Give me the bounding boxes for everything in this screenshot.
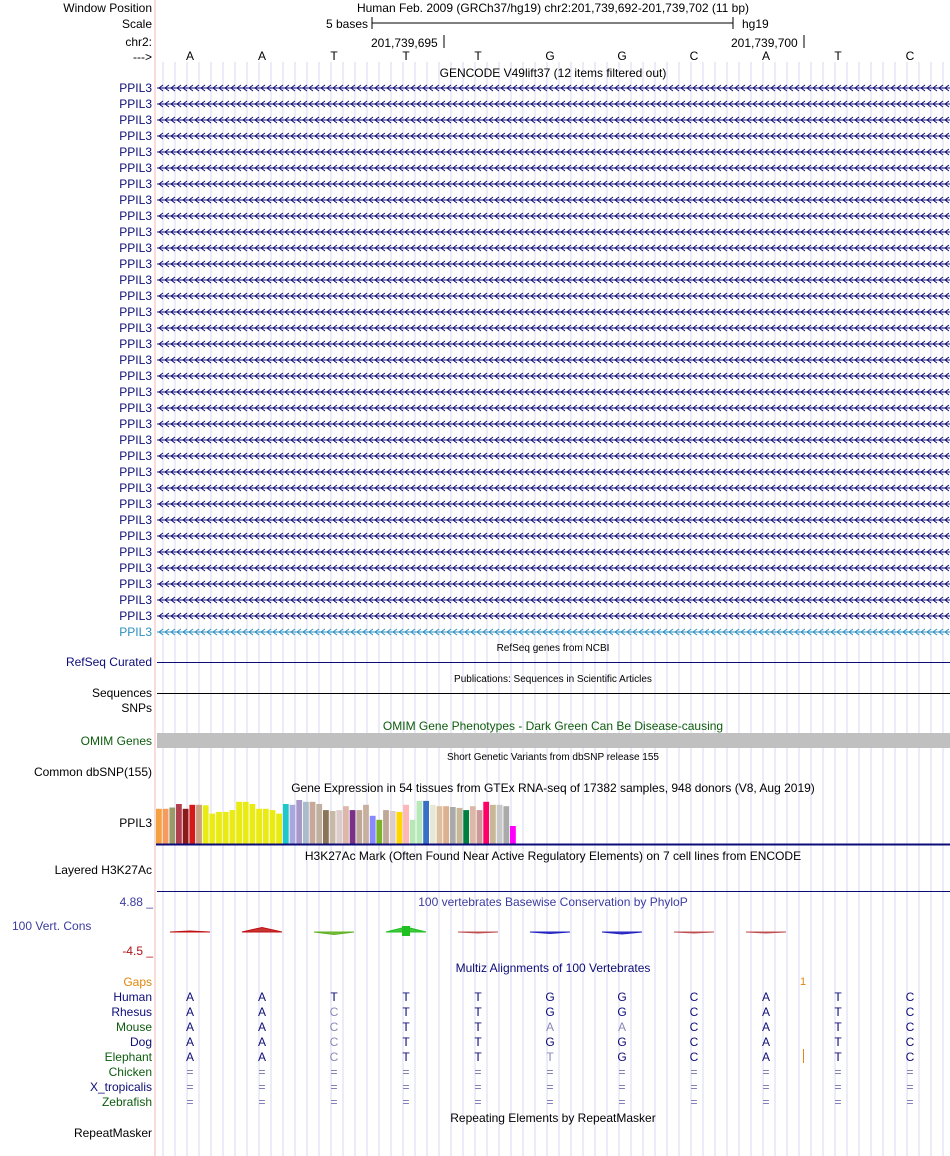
alignment-base: T [834, 1020, 842, 1034]
phylop-score-mark [458, 932, 498, 933]
reference-base: C [905, 49, 915, 63]
window-position-label: Window Position [63, 1, 152, 15]
gencode-transcript-label[interactable]: PPIL3 [119, 113, 152, 127]
position-title: Human Feb. 2009 (GRCh37/hg19) chr2:201,739,692-201,739,702 (11 bp) [356, 1, 750, 15]
alignment-base: = [618, 1095, 626, 1109]
alignment-base: T [402, 1005, 410, 1019]
gencode-transcript-label[interactable]: PPIL3 [119, 289, 152, 303]
alignment-base: T [474, 990, 482, 1004]
species-label-rhesus[interactable]: Rhesus [111, 1005, 152, 1019]
gtex-gene-label[interactable]: PPIL3 [119, 816, 152, 830]
gencode-transcript-label[interactable]: PPIL3 [119, 177, 152, 191]
alignment-base: = [186, 1095, 194, 1109]
alignment-base: C [905, 1005, 915, 1019]
alignment-base: G [617, 990, 627, 1004]
alignment-base: = [402, 1095, 410, 1109]
alignment-base: G [617, 1005, 627, 1019]
reference-base: T [474, 49, 482, 63]
alignment-base: = [546, 1065, 554, 1079]
chrom-label: chr2: [125, 35, 152, 49]
gencode-transcript-label[interactable]: PPIL3 [119, 81, 152, 95]
alignment-base: = [546, 1080, 554, 1094]
alignment-base: C [329, 1005, 339, 1019]
alignment-base: = [474, 1095, 482, 1109]
alignment-base: T [834, 1050, 842, 1064]
alignment-base: = [330, 1080, 338, 1094]
alignment-base: A [185, 1035, 194, 1049]
reference-base: A [257, 49, 266, 63]
gencode-transcript-label[interactable]: PPIL3 [119, 353, 152, 367]
phylop-score-mark [530, 932, 570, 934]
alignment-base: C [689, 1050, 699, 1064]
alignment-base: T [402, 1035, 410, 1049]
snps-label[interactable]: SNPs [121, 701, 152, 715]
alignment-base: = [186, 1065, 194, 1079]
gencode-transcript-label[interactable]: PPIL3 [119, 545, 152, 559]
gencode-transcript-label[interactable]: PPIL3 [119, 593, 152, 607]
gencode-transcript-label[interactable]: PPIL3 [119, 369, 152, 383]
alignment-base: A [257, 1005, 266, 1019]
alignment-base: = [834, 1080, 842, 1094]
phylop-score-mark [402, 926, 410, 936]
gencode-transcript-label[interactable]: PPIL3 [119, 321, 152, 335]
reference-base: T [402, 49, 410, 63]
dbsnp-track-label[interactable]: Common dbSNP(155) [33, 765, 152, 779]
strand-label: ---> [133, 50, 152, 64]
alignment-base: T [474, 1005, 482, 1019]
alignment-base: = [618, 1065, 626, 1079]
alignment-base: A [185, 1020, 194, 1034]
gencode-transcript-label[interactable]: PPIL3 [119, 225, 152, 239]
alignment-base: = [546, 1095, 554, 1109]
alignment-base: T [834, 990, 842, 1004]
alignment-base: A [185, 1005, 194, 1019]
phylop-score-mark [242, 928, 282, 933]
alignment-base: C [329, 1035, 339, 1049]
alignment-base: C [689, 1005, 699, 1019]
phylop-track-title: 100 vertebrates Basewise Conservation by PhyloP [418, 895, 688, 909]
alignment-base: A [617, 1020, 626, 1034]
alignment-base: = [762, 1095, 770, 1109]
alignment-base: = [330, 1065, 338, 1079]
gtex-track-title: Gene Expression in 54 tissues from GTEx RNA-seq of 17382 samples, 948 donors (V8, Aug 2019) [291, 781, 815, 795]
alignment-base: T [474, 1020, 482, 1034]
species-label-dog[interactable]: Dog [129, 1035, 152, 1049]
alignment-base: G [545, 1005, 555, 1019]
alignment-base: = [330, 1095, 338, 1109]
alignment-base: = [258, 1095, 266, 1109]
refseq-track-label[interactable]: RefSeq Curated [65, 655, 152, 669]
h3k27ac-track-title: H3K27Ac Mark (Often Found Near Active Regulatory Elements) on 7 cell lines from ENCODE [304, 849, 802, 863]
phylop-max-label: 4.88 _ [119, 895, 153, 909]
phylop-track-label[interactable]: 100 Vert. Cons [12, 919, 92, 933]
alignment-base: = [402, 1080, 410, 1094]
alignment-base: C [689, 1035, 699, 1049]
alignment-base: = [834, 1095, 842, 1109]
gencode-transcript-label[interactable]: PPIL3 [119, 449, 152, 463]
gencode-transcript-label[interactable]: PPIL3 [119, 625, 152, 639]
gencode-transcript-label[interactable]: PPIL3 [119, 561, 152, 575]
alignment-base: T [330, 990, 338, 1004]
alignment-base: T [402, 990, 410, 1004]
reference-base: C [689, 49, 699, 63]
gaps-count-marker: 1 [800, 976, 807, 988]
scale-label: Scale [121, 17, 152, 31]
alignment-base: C [905, 990, 915, 1004]
gencode-transcript-label[interactable]: PPIL3 [119, 529, 152, 543]
alignment-base: = [690, 1095, 698, 1109]
gencode-transcript-label[interactable]: PPIL3 [119, 401, 152, 415]
alignment-base: = [474, 1065, 482, 1079]
alignment-base: A [257, 990, 266, 1004]
phylop-score-mark [314, 932, 354, 935]
gencode-transcript-label[interactable]: PPIL3 [119, 145, 152, 159]
alignment-base: = [186, 1080, 194, 1094]
gencode-transcript-label[interactable]: PPIL3 [119, 129, 152, 143]
alignment-base: A [185, 1050, 194, 1064]
multiz-track-title: Multiz Alignments of 100 Vertebrates [455, 961, 651, 975]
alignment-base: A [761, 1050, 770, 1064]
alignment-base: C [329, 1020, 339, 1034]
reference-base: G [545, 49, 555, 63]
h3k27ac-track-label[interactable]: Layered H3K27Ac [54, 863, 152, 877]
gencode-transcript-label[interactable]: PPIL3 [119, 209, 152, 223]
gencode-transcript-label[interactable]: PPIL3 [119, 497, 152, 511]
refseq-track-title: RefSeq genes from NCBI [496, 643, 610, 654]
reference-base: A [185, 49, 194, 63]
phylop-score-mark [170, 931, 210, 932]
gencode-transcript-label[interactable]: PPIL3 [119, 257, 152, 271]
omim-track-label[interactable]: OMIM Genes [80, 734, 152, 748]
alignment-base: = [762, 1065, 770, 1079]
gencode-transcript-label[interactable]: PPIL3 [119, 433, 152, 447]
phylop-min-label: -4.5 _ [122, 944, 153, 958]
alignment-base: A [761, 990, 770, 1004]
alignment-base: C [905, 1050, 915, 1064]
coord-left-label: 201,739,695 [371, 36, 438, 50]
phylop-score-mark [674, 932, 714, 933]
repeatmasker-track-label[interactable]: RepeatMasker [73, 1126, 152, 1140]
dbsnp-track-title: Short Genetic Variants from dbSNP release 155 [447, 752, 659, 763]
species-label-mouse[interactable]: Mouse [115, 1020, 152, 1034]
gencode-transcript-label[interactable]: PPIL3 [119, 97, 152, 111]
phylop-score-mark [746, 932, 786, 933]
alignment-base: = [258, 1065, 266, 1079]
alignment-base: A [761, 1020, 770, 1034]
alignment-base: T [474, 1050, 482, 1064]
alignment-base: T [402, 1050, 410, 1064]
reference-base: G [617, 49, 627, 63]
repeatmasker-track-title: Repeating Elements by RepeatMasker [450, 1111, 656, 1125]
alignment-base: = [906, 1065, 914, 1079]
species-label-elephant[interactable]: Elephant [104, 1050, 152, 1064]
alignment-base: G [545, 990, 555, 1004]
gencode-transcript-label[interactable]: PPIL3 [119, 481, 152, 495]
alignment-base: A [257, 1050, 266, 1064]
gencode-transcript-label[interactable]: PPIL3 [119, 385, 152, 399]
gencode-transcript-label[interactable]: PPIL3 [119, 577, 152, 591]
alignment-base: = [402, 1065, 410, 1079]
alignment-base: A [257, 1035, 266, 1049]
scale-bar-label: 5 bases [325, 17, 368, 31]
gencode-transcript-label[interactable]: PPIL3 [119, 305, 152, 319]
gencode-transcript-label[interactable]: PPIL3 [119, 241, 152, 255]
gencode-transcript-label[interactable]: PPIL3 [119, 465, 152, 479]
elephant-gap-marker [803, 1049, 804, 1063]
omim-track-title: OMIM Gene Phenotypes - Dark Green Can Be Disease-causing [382, 719, 724, 733]
species-label-chicken[interactable]: Chicken [108, 1065, 152, 1079]
alignment-base: A [761, 1035, 770, 1049]
gencode-transcript-label[interactable]: PPIL3 [119, 273, 152, 287]
gencode-transcript-label[interactable]: PPIL3 [119, 161, 152, 175]
alignment-base: C [329, 1050, 339, 1064]
coord-right-label: 201,739,700 [731, 36, 798, 50]
gencode-transcript-label[interactable]: PPIL3 [119, 193, 152, 207]
gencode-transcript-label[interactable]: PPIL3 [119, 609, 152, 623]
alignment-base: = [258, 1080, 266, 1094]
alignment-base: G [617, 1035, 627, 1049]
alignment-base: = [834, 1065, 842, 1079]
alignment-base: A [545, 1020, 554, 1034]
alignment-base: C [689, 990, 699, 1004]
alignment-base: T [546, 1050, 554, 1064]
alignment-base: A [185, 990, 194, 1004]
alignment-base: = [474, 1080, 482, 1094]
publications-track-title: Publications: Sequences in Scientific Articles [454, 674, 652, 685]
reference-base: A [761, 49, 770, 63]
alignment-base: T [834, 1035, 842, 1049]
alignment-base: C [905, 1020, 915, 1034]
reference-base: T [330, 49, 338, 63]
gencode-transcript-label[interactable]: PPIL3 [119, 513, 152, 527]
alignment-base: = [690, 1065, 698, 1079]
gaps-label: Gaps [123, 975, 152, 989]
sequences-label[interactable]: Sequences [91, 686, 152, 700]
alignment-base: C [905, 1035, 915, 1049]
gencode-transcript-label[interactable]: PPIL3 [119, 337, 152, 351]
alignment-base: C [689, 1020, 699, 1034]
assembly-label: hg19 [742, 17, 769, 31]
reference-base: T [834, 49, 842, 63]
alignment-base: = [906, 1095, 914, 1109]
alignment-base: T [474, 1035, 482, 1049]
gencode-transcript-label[interactable]: PPIL3 [119, 417, 152, 431]
alignment-base: G [617, 1050, 627, 1064]
alignment-base: A [257, 1020, 266, 1034]
species-label-zebrafish[interactable]: Zebrafish [101, 1095, 152, 1109]
species-label-x_tropicalis[interactable]: X_tropicalis [89, 1080, 152, 1094]
alignment-base: = [618, 1080, 626, 1094]
species-label-human[interactable]: Human [113, 990, 152, 1004]
alignment-base: G [545, 1035, 555, 1049]
alignment-base: = [690, 1080, 698, 1094]
alignment-base: = [762, 1080, 770, 1094]
alignment-base: A [761, 1005, 770, 1019]
alignment-base: T [402, 1020, 410, 1034]
gencode-track-title: GENCODE V49lift37 (12 items filtered out) [439, 66, 667, 80]
alignment-base: = [906, 1080, 914, 1094]
phylop-score-mark [602, 932, 642, 934]
alignment-base: T [834, 1005, 842, 1019]
